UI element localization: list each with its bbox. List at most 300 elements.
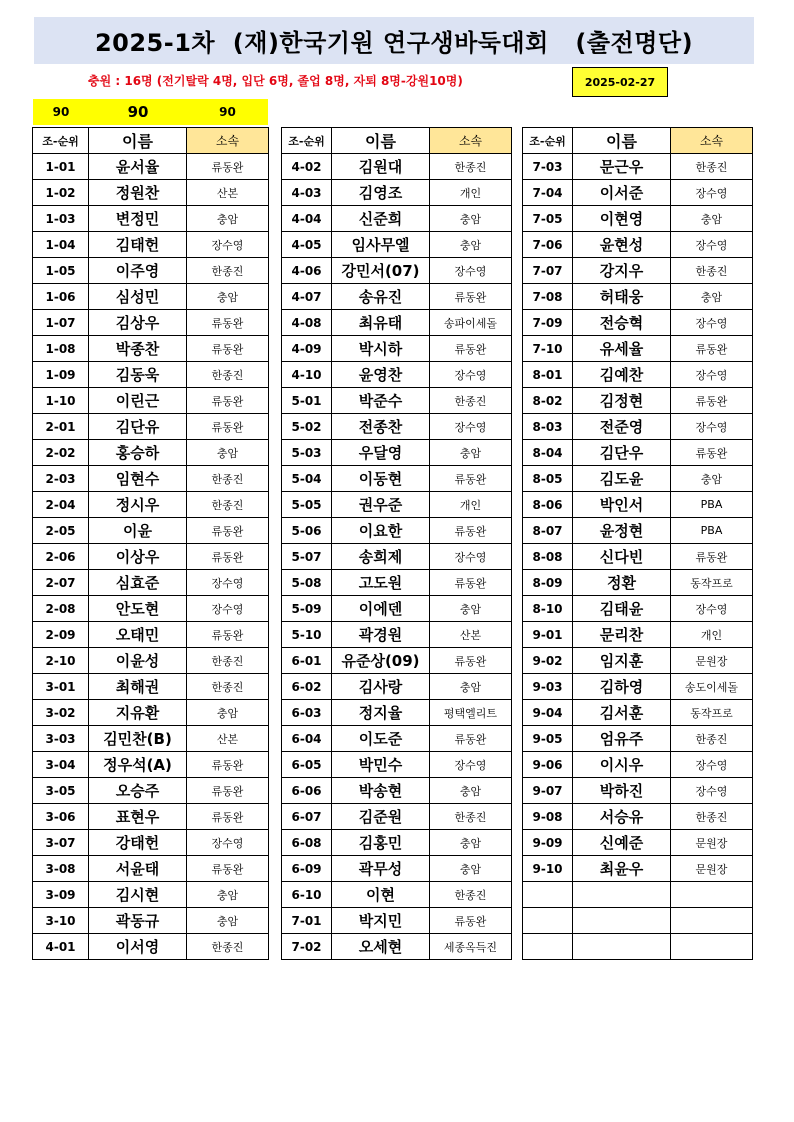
player-name: 정시우 bbox=[89, 492, 187, 518]
player-affiliation: 장수영 bbox=[671, 180, 753, 206]
player-affiliation: 장수영 bbox=[430, 752, 512, 778]
player-affiliation: 충암 bbox=[187, 206, 269, 232]
player-affiliation: 충암 bbox=[430, 596, 512, 622]
player-code: 2-04 bbox=[33, 492, 89, 518]
title-bar bbox=[34, 17, 754, 64]
player-name: 서승유 bbox=[573, 804, 671, 830]
player-name: 송유진 bbox=[332, 284, 430, 310]
player-code: 4-05 bbox=[282, 232, 332, 258]
player-affiliation: 산본 bbox=[187, 180, 269, 206]
player-name: 변정민 bbox=[89, 206, 187, 232]
player-affiliation: 충암 bbox=[671, 206, 753, 232]
player-name: 곽동규 bbox=[89, 908, 187, 934]
player-affiliation: 장수영 bbox=[671, 752, 753, 778]
player-affiliation: 장수영 bbox=[430, 362, 512, 388]
player-affiliation: 한종진 bbox=[187, 466, 269, 492]
player-code: 9-03 bbox=[523, 674, 573, 700]
player-affiliation: 류동완 bbox=[430, 908, 512, 934]
table-row bbox=[33, 414, 269, 440]
player-affiliation: 송파이세돌 bbox=[430, 310, 512, 336]
table-row bbox=[282, 622, 512, 648]
table-row bbox=[282, 674, 512, 700]
player-name: 표현우 bbox=[89, 804, 187, 830]
player-code: 4-06 bbox=[282, 258, 332, 284]
table-row bbox=[33, 492, 269, 518]
player-affiliation: 충암 bbox=[430, 206, 512, 232]
player-name: 김예찬 bbox=[573, 362, 671, 388]
player-code: 9-08 bbox=[523, 804, 573, 830]
player-name: 김상우 bbox=[89, 310, 187, 336]
player-name: 이윤 bbox=[89, 518, 187, 544]
player-code: 8-05 bbox=[523, 466, 573, 492]
player-name bbox=[573, 934, 671, 960]
player-name: 김원대 bbox=[332, 154, 430, 180]
player-code: 8-07 bbox=[523, 518, 573, 544]
player-name: 심효준 bbox=[89, 570, 187, 596]
player-name: 문근우 bbox=[573, 154, 671, 180]
player-name: 윤서율 bbox=[89, 154, 187, 180]
table-row bbox=[282, 830, 512, 856]
player-affiliation: 충암 bbox=[430, 440, 512, 466]
player-name: 박지민 bbox=[332, 908, 430, 934]
player-name: 문리찬 bbox=[573, 622, 671, 648]
player-name: 윤현성 bbox=[573, 232, 671, 258]
player-affiliation: 류동완 bbox=[430, 648, 512, 674]
player-name: 김홍민 bbox=[332, 830, 430, 856]
player-name: 홍승하 bbox=[89, 440, 187, 466]
date-box bbox=[572, 67, 668, 97]
player-code: 2-06 bbox=[33, 544, 89, 570]
table-row bbox=[33, 856, 269, 882]
player-code: 2-02 bbox=[33, 440, 89, 466]
player-code: 9-09 bbox=[523, 830, 573, 856]
player-affiliation: 류동완 bbox=[430, 726, 512, 752]
roster-table-2 bbox=[281, 127, 512, 960]
table-row bbox=[33, 440, 269, 466]
player-name: 김단우 bbox=[573, 440, 671, 466]
player-name: 김영조 bbox=[332, 180, 430, 206]
player-code: 2-05 bbox=[33, 518, 89, 544]
player-code: 4-03 bbox=[282, 180, 332, 206]
player-affiliation: 충암 bbox=[671, 466, 753, 492]
player-code: 3-05 bbox=[33, 778, 89, 804]
table-row bbox=[523, 232, 753, 258]
player-code: 5-05 bbox=[282, 492, 332, 518]
score-cell: 90 bbox=[52, 105, 70, 119]
player-affiliation: 동작프로 bbox=[671, 700, 753, 726]
table-row bbox=[523, 310, 753, 336]
player-name: 송희제 bbox=[332, 544, 430, 570]
player-name: 전종찬 bbox=[332, 414, 430, 440]
player-affiliation: 충암 bbox=[187, 908, 269, 934]
player-affiliation: 류동완 bbox=[187, 752, 269, 778]
player-code: 2-10 bbox=[33, 648, 89, 674]
table-row bbox=[282, 440, 512, 466]
player-name: 오세현 bbox=[332, 934, 430, 960]
player-affiliation: 충암 bbox=[430, 232, 512, 258]
player-affiliation: 한종진 bbox=[187, 258, 269, 284]
player-code: 7-08 bbox=[523, 284, 573, 310]
header-affiliation: 소속 bbox=[187, 128, 269, 154]
player-affiliation: 류동완 bbox=[187, 310, 269, 336]
player-code: 1-05 bbox=[33, 258, 89, 284]
player-code: 1-02 bbox=[33, 180, 89, 206]
player-code: 4-01 bbox=[33, 934, 89, 960]
player-affiliation: 장수영 bbox=[671, 310, 753, 336]
player-code: 8-06 bbox=[523, 492, 573, 518]
header-code: 조-순위 bbox=[282, 128, 332, 154]
table-row bbox=[282, 466, 512, 492]
player-affiliation: 류동완 bbox=[671, 544, 753, 570]
player-code: 3-07 bbox=[33, 830, 89, 856]
player-code: 3-04 bbox=[33, 752, 89, 778]
header-affiliation: 소속 bbox=[430, 128, 512, 154]
player-code: 3-02 bbox=[33, 700, 89, 726]
player-name: 이현 bbox=[332, 882, 430, 908]
table-row bbox=[523, 518, 753, 544]
player-affiliation: 충암 bbox=[430, 830, 512, 856]
player-name: 김준원 bbox=[332, 804, 430, 830]
player-code: 5-01 bbox=[282, 388, 332, 414]
player-code: 9-10 bbox=[523, 856, 573, 882]
player-code: 8-09 bbox=[523, 570, 573, 596]
table-row bbox=[33, 752, 269, 778]
player-code: 2-07 bbox=[33, 570, 89, 596]
player-name: 김태헌 bbox=[89, 232, 187, 258]
player-code: 9-02 bbox=[523, 648, 573, 674]
player-affiliation: 장수영 bbox=[187, 596, 269, 622]
table-row bbox=[282, 414, 512, 440]
player-code: 1-10 bbox=[33, 388, 89, 414]
player-affiliation: 개인 bbox=[671, 622, 753, 648]
player-code: 1-09 bbox=[33, 362, 89, 388]
player-affiliation: 충암 bbox=[430, 856, 512, 882]
table-row bbox=[282, 804, 512, 830]
player-name: 신예준 bbox=[573, 830, 671, 856]
table-row bbox=[282, 648, 512, 674]
player-code: 6-02 bbox=[282, 674, 332, 700]
player-affiliation: 송도이세돌 bbox=[671, 674, 753, 700]
player-name: 안도현 bbox=[89, 596, 187, 622]
player-name: 엄유주 bbox=[573, 726, 671, 752]
player-name: 곽무성 bbox=[332, 856, 430, 882]
table-row bbox=[523, 492, 753, 518]
player-affiliation: 한종진 bbox=[430, 882, 512, 908]
player-name: 이요한 bbox=[332, 518, 430, 544]
player-affiliation: 개인 bbox=[430, 492, 512, 518]
player-name: 유세율 bbox=[573, 336, 671, 362]
player-affiliation: 한종진 bbox=[187, 674, 269, 700]
player-code: 5-03 bbox=[282, 440, 332, 466]
player-code: 3-03 bbox=[33, 726, 89, 752]
player-code: 8-02 bbox=[523, 388, 573, 414]
player-affiliation bbox=[671, 882, 753, 908]
table-header-row bbox=[33, 128, 269, 154]
player-name: 이상우 bbox=[89, 544, 187, 570]
table-row bbox=[523, 700, 753, 726]
player-name: 오태민 bbox=[89, 622, 187, 648]
table-row bbox=[33, 232, 269, 258]
player-code: 6-09 bbox=[282, 856, 332, 882]
player-affiliation: 산본 bbox=[187, 726, 269, 752]
player-name: 임현수 bbox=[89, 466, 187, 492]
table-row bbox=[33, 466, 269, 492]
table-row bbox=[523, 544, 753, 570]
player-name: 최유태 bbox=[332, 310, 430, 336]
player-name: 김하영 bbox=[573, 674, 671, 700]
player-affiliation: 류동완 bbox=[187, 622, 269, 648]
player-affiliation: 평택엘리트 bbox=[430, 700, 512, 726]
table-row bbox=[33, 700, 269, 726]
player-code: 3-01 bbox=[33, 674, 89, 700]
player-code: 7-03 bbox=[523, 154, 573, 180]
player-code: 6-06 bbox=[282, 778, 332, 804]
player-name: 김동욱 bbox=[89, 362, 187, 388]
player-name: 윤영찬 bbox=[332, 362, 430, 388]
player-affiliation: 류동완 bbox=[187, 778, 269, 804]
table-row bbox=[523, 830, 753, 856]
table-row bbox=[523, 934, 753, 960]
player-code: 7-02 bbox=[282, 934, 332, 960]
player-name: 전준영 bbox=[573, 414, 671, 440]
table-row bbox=[523, 154, 753, 180]
player-code: 6-07 bbox=[282, 804, 332, 830]
player-affiliation: 류동완 bbox=[187, 544, 269, 570]
player-affiliation: 류동완 bbox=[430, 336, 512, 362]
table-row bbox=[523, 674, 753, 700]
table-row bbox=[523, 804, 753, 830]
player-code: 5-10 bbox=[282, 622, 332, 648]
table-row bbox=[33, 804, 269, 830]
player-affiliation: 류동완 bbox=[430, 570, 512, 596]
player-affiliation: 장수영 bbox=[430, 414, 512, 440]
player-name: 이주영 bbox=[89, 258, 187, 284]
player-code: 9-07 bbox=[523, 778, 573, 804]
player-affiliation: 장수영 bbox=[671, 596, 753, 622]
header-affiliation: 소속 bbox=[671, 128, 753, 154]
player-affiliation: 류동완 bbox=[187, 414, 269, 440]
player-affiliation: 류동완 bbox=[187, 804, 269, 830]
player-name: 고도원 bbox=[332, 570, 430, 596]
player-code: 8-03 bbox=[523, 414, 573, 440]
player-name: 곽경원 bbox=[332, 622, 430, 648]
roster-table-1 bbox=[32, 127, 269, 960]
player-code: 6-10 bbox=[282, 882, 332, 908]
player-code: 3-06 bbox=[33, 804, 89, 830]
player-code: 1-04 bbox=[33, 232, 89, 258]
player-code: 4-07 bbox=[282, 284, 332, 310]
player-affiliation: 한종진 bbox=[671, 804, 753, 830]
player-affiliation: PBA bbox=[671, 492, 753, 518]
player-code: 7-06 bbox=[523, 232, 573, 258]
player-code: 8-04 bbox=[523, 440, 573, 466]
player-code: 1-08 bbox=[33, 336, 89, 362]
player-code: 5-07 bbox=[282, 544, 332, 570]
table-row bbox=[33, 154, 269, 180]
table-row bbox=[33, 388, 269, 414]
player-name: 김도윤 bbox=[573, 466, 671, 492]
player-name: 이동현 bbox=[332, 466, 430, 492]
player-affiliation: 충암 bbox=[430, 778, 512, 804]
table-row bbox=[282, 752, 512, 778]
header-code: 조-순위 bbox=[523, 128, 573, 154]
player-name: 강지우 bbox=[573, 258, 671, 284]
player-code: 6-01 bbox=[282, 648, 332, 674]
player-code: 1-07 bbox=[33, 310, 89, 336]
table-row bbox=[282, 908, 512, 934]
table-row bbox=[523, 752, 753, 778]
table-row bbox=[282, 232, 512, 258]
table-row bbox=[33, 206, 269, 232]
player-code: 4-04 bbox=[282, 206, 332, 232]
table-row bbox=[282, 518, 512, 544]
table-row bbox=[282, 154, 512, 180]
player-code: 9-01 bbox=[523, 622, 573, 648]
player-affiliation: 류동완 bbox=[187, 336, 269, 362]
player-code: 7-05 bbox=[523, 206, 573, 232]
player-code: 5-09 bbox=[282, 596, 332, 622]
header-code: 조-순위 bbox=[33, 128, 89, 154]
table-header-row bbox=[282, 128, 512, 154]
player-affiliation: 한종진 bbox=[430, 388, 512, 414]
player-affiliation: 장수영 bbox=[671, 414, 753, 440]
player-name: 서윤태 bbox=[89, 856, 187, 882]
table-row bbox=[523, 258, 753, 284]
player-code: 6-03 bbox=[282, 700, 332, 726]
player-name: 김정현 bbox=[573, 388, 671, 414]
table-row bbox=[523, 388, 753, 414]
player-name: 강민서(07) bbox=[332, 258, 430, 284]
table-row bbox=[282, 570, 512, 596]
player-name: 이린근 bbox=[89, 388, 187, 414]
player-affiliation: 장수영 bbox=[187, 570, 269, 596]
player-code: 3-10 bbox=[33, 908, 89, 934]
table-row bbox=[33, 596, 269, 622]
player-name: 김서훈 bbox=[573, 700, 671, 726]
score-cell: 90 bbox=[127, 103, 149, 121]
player-code: 2-03 bbox=[33, 466, 89, 492]
player-affiliation: 충암 bbox=[430, 674, 512, 700]
table-row bbox=[282, 388, 512, 414]
table-row bbox=[33, 336, 269, 362]
player-name: 박준수 bbox=[332, 388, 430, 414]
player-name: 신준희 bbox=[332, 206, 430, 232]
player-code: 7-01 bbox=[282, 908, 332, 934]
player-affiliation: 충암 bbox=[671, 284, 753, 310]
player-code: 9-05 bbox=[523, 726, 573, 752]
table-row bbox=[282, 726, 512, 752]
player-affiliation: 류동완 bbox=[430, 518, 512, 544]
player-name: 정우석(A) bbox=[89, 752, 187, 778]
table-row bbox=[33, 570, 269, 596]
table-row bbox=[523, 336, 753, 362]
player-code: 5-02 bbox=[282, 414, 332, 440]
player-code: 2-08 bbox=[33, 596, 89, 622]
player-name: 김태윤 bbox=[573, 596, 671, 622]
player-affiliation: 동작프로 bbox=[671, 570, 753, 596]
table-row bbox=[523, 648, 753, 674]
player-code: 7-10 bbox=[523, 336, 573, 362]
score-header-row bbox=[33, 99, 268, 125]
player-affiliation: 문원장 bbox=[671, 648, 753, 674]
player-name: 유준상(09) bbox=[332, 648, 430, 674]
player-affiliation: 충암 bbox=[187, 882, 269, 908]
player-name: 이현영 bbox=[573, 206, 671, 232]
table-row bbox=[282, 544, 512, 570]
table-row bbox=[282, 258, 512, 284]
player-name: 권우준 bbox=[332, 492, 430, 518]
player-affiliation: PBA bbox=[671, 518, 753, 544]
table-row bbox=[33, 622, 269, 648]
player-affiliation: 류동완 bbox=[187, 518, 269, 544]
table-row bbox=[282, 882, 512, 908]
player-affiliation bbox=[671, 934, 753, 960]
player-code: 3-08 bbox=[33, 856, 89, 882]
player-name: 허태웅 bbox=[573, 284, 671, 310]
player-affiliation: 충암 bbox=[187, 284, 269, 310]
table-row bbox=[282, 284, 512, 310]
player-name: 박시하 bbox=[332, 336, 430, 362]
player-name: 윤정현 bbox=[573, 518, 671, 544]
player-affiliation: 문원장 bbox=[671, 856, 753, 882]
player-affiliation: 장수영 bbox=[430, 258, 512, 284]
player-affiliation: 장수영 bbox=[671, 778, 753, 804]
table-row bbox=[523, 882, 753, 908]
table-row bbox=[33, 518, 269, 544]
player-name: 지유환 bbox=[89, 700, 187, 726]
player-affiliation: 한종진 bbox=[671, 258, 753, 284]
table-row bbox=[33, 726, 269, 752]
table-row bbox=[282, 934, 512, 960]
player-name: 김단유 bbox=[89, 414, 187, 440]
player-code: 1-06 bbox=[33, 284, 89, 310]
table-row bbox=[282, 596, 512, 622]
player-affiliation: 한종진 bbox=[187, 492, 269, 518]
table-row bbox=[282, 700, 512, 726]
player-code: 4-02 bbox=[282, 154, 332, 180]
player-code: 6-08 bbox=[282, 830, 332, 856]
player-affiliation bbox=[671, 908, 753, 934]
table-row bbox=[282, 778, 512, 804]
player-affiliation: 류동완 bbox=[671, 440, 753, 466]
player-name: 최윤우 bbox=[573, 856, 671, 882]
player-name: 심성민 bbox=[89, 284, 187, 310]
table-row bbox=[523, 180, 753, 206]
table-row bbox=[282, 310, 512, 336]
player-code: 6-05 bbox=[282, 752, 332, 778]
player-code: 8-10 bbox=[523, 596, 573, 622]
player-name: 김사랑 bbox=[332, 674, 430, 700]
player-code: 8-08 bbox=[523, 544, 573, 570]
player-affiliation: 충암 bbox=[187, 700, 269, 726]
player-name: 임사무엘 bbox=[332, 232, 430, 258]
player-affiliation: 한종진 bbox=[430, 804, 512, 830]
table-row bbox=[33, 258, 269, 284]
player-name: 정원찬 bbox=[89, 180, 187, 206]
player-affiliation: 장수영 bbox=[671, 362, 753, 388]
table-row bbox=[282, 180, 512, 206]
table-row bbox=[523, 596, 753, 622]
player-name: 김시현 bbox=[89, 882, 187, 908]
table-row bbox=[523, 908, 753, 934]
player-name: 이에덴 bbox=[332, 596, 430, 622]
player-affiliation: 장수영 bbox=[430, 544, 512, 570]
player-affiliation: 류동완 bbox=[430, 466, 512, 492]
player-code: 7-04 bbox=[523, 180, 573, 206]
player-affiliation: 한종진 bbox=[671, 154, 753, 180]
table-row bbox=[523, 856, 753, 882]
player-name: 신다빈 bbox=[573, 544, 671, 570]
